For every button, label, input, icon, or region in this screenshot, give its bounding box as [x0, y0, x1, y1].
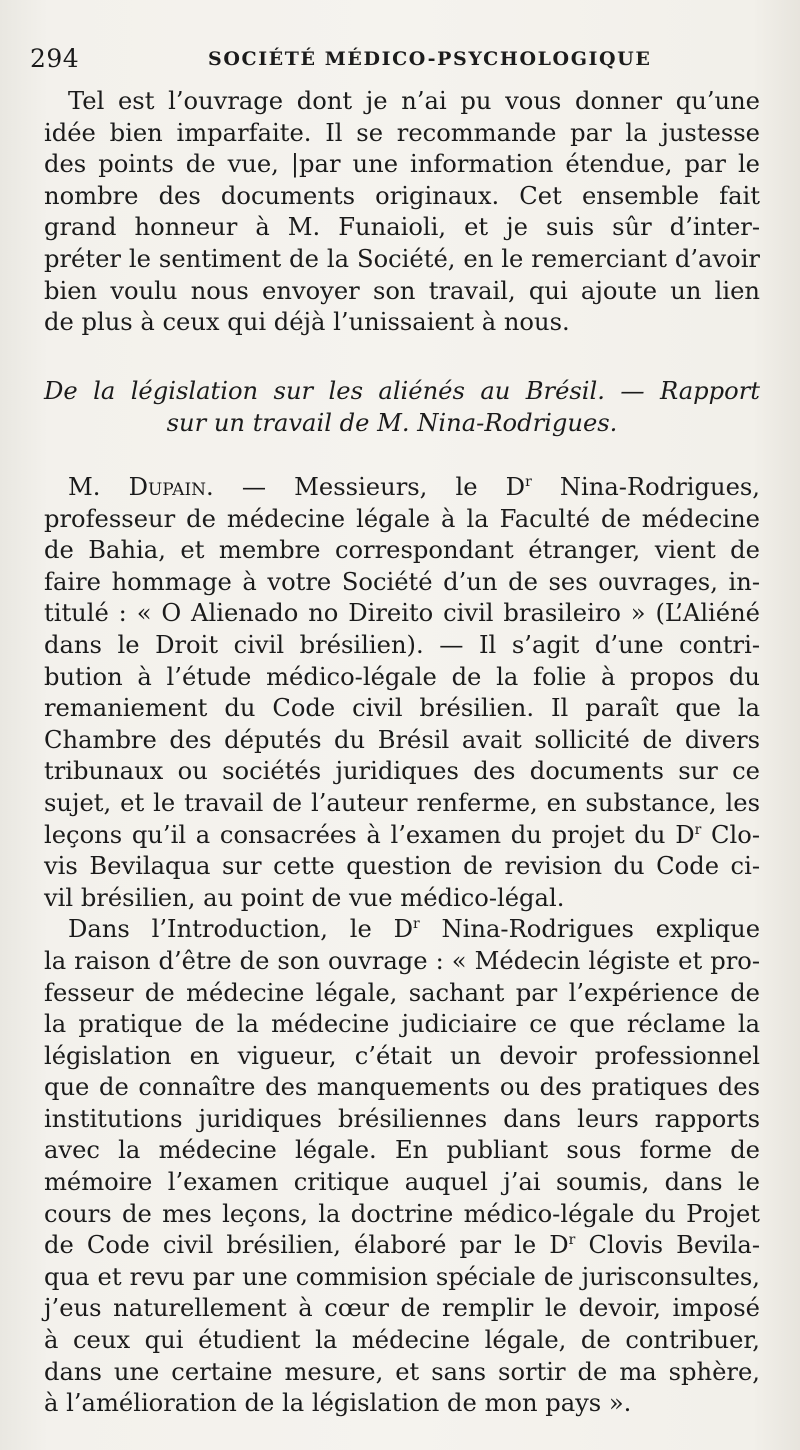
text-line: la pratique de la médecine judiciaire ce que réclame la	[44, 1010, 760, 1039]
text-line: j’eus naturellement à cœur de remplir le devoir, imposé	[44, 1294, 760, 1323]
text-line: vil brésilien, au point de vue médico-légal.	[44, 883, 565, 912]
text-line: des points de vue, |par une information étendue, par le	[44, 150, 760, 179]
text-line: préter le sentiment de la Société, en le remerciant d’avoir	[44, 244, 760, 273]
text-line	[44, 1230, 760, 1262]
text-fragment: . — Messieurs, le D	[206, 473, 526, 501]
text-line: la raison d’être de son ouvrage : « Médecin légiste et pro-	[44, 946, 760, 975]
text-fragment: Clovis Bevila-	[575, 1231, 760, 1260]
text-line	[44, 472, 760, 504]
text-line: professeur de médecine légale à la Faculté de médecine	[44, 504, 760, 533]
text-line: sujet, et le travail de l’auteur renferme, en substance, les	[44, 788, 760, 817]
paragraph-dupain	[44, 472, 760, 1420]
superscript: r	[412, 916, 420, 933]
superscript: r	[525, 473, 532, 490]
text-fragment: leçons qu’il a consacrées à l’examen du projet du D	[44, 820, 695, 849]
text-line: grand honneur à M. Funaioli, et je suis sûr d’inter-	[44, 213, 760, 242]
text-line: tribunaux ou sociétés juridiques des documents sur ce	[44, 757, 760, 786]
text-fragment: Nina-Rodrigues,	[531, 473, 760, 501]
text-line: Chambre des députés du Brésil avait sollicité de divers	[44, 725, 760, 754]
text-line	[44, 914, 760, 946]
text-line: bien voulu nous envoyer son travail, qui ajoute un lien	[44, 276, 760, 305]
page-header	[30, 42, 770, 76]
running-head: SOCIÉTÉ MÉDICO-PSYCHOLOGIQUE	[208, 48, 652, 70]
text-line: à l’amélioration de la législation de mon pays ».	[44, 1389, 632, 1418]
superscript: r	[568, 1232, 576, 1249]
text-line: remaniement du Code civil brésilien. Il paraît que la	[44, 694, 760, 723]
text-line: cours de mes leçons, la doctrine médico-légale du Projet	[44, 1199, 760, 1228]
text-line: qua et revu par une commision spéciale de jurisconsultes,	[44, 1262, 760, 1291]
text-line: idée bien imparfaite. Il se recommande par la justesse	[44, 118, 760, 147]
text-line: dans le Droit civil brésilien). — Il s’agit d’une contri-	[44, 630, 760, 659]
paragraph-funaioli	[44, 86, 760, 339]
text-line: bution à l’étude médico-légale de la folie à propos du	[44, 662, 760, 691]
text-line: avec la médecine légale. En publiant sous forme de	[44, 1136, 760, 1165]
text-line: à ceux qui étudient la médecine légale, de contribuer,	[44, 1326, 760, 1355]
text-line: mémoire l’examen critique auquel j’ai soumis, dans le	[44, 1168, 760, 1197]
text-line: faire hommage à votre Société d’un de ses ouvrages, in-	[44, 567, 760, 596]
text-line: législation en vigueur, c’était un devoir professionnel	[44, 1041, 760, 1070]
text-line: fesseur de médecine légale, sachant par l’expérience de	[44, 978, 760, 1007]
section-heading-line: De la législation sur les aliénés au Brésil. — Rapport	[44, 377, 760, 405]
text-fragment: Nina-Rodrigues explique	[419, 915, 761, 944]
text-line: dans une certaine mesure, et sans sortir de ma sphère,	[44, 1357, 760, 1386]
text-line: de Bahia, et membre correspondant étranger, vient de	[44, 536, 760, 565]
text-fragment: Dans l’Introduction, le D	[68, 915, 413, 944]
text-line: de plus à ceux qui déjà l’unissaient à nous.	[44, 308, 570, 337]
section-heading	[44, 376, 760, 439]
speaker-name: M. Dupain	[68, 473, 207, 501]
text-line	[44, 820, 760, 852]
text-fragment: Clo-	[701, 820, 761, 849]
text-line: Tel est l’ouvrage dont je n’ai pu vous donner qu’une	[68, 87, 760, 115]
section-heading-line: sur un travail de M. Nina-Rodrigues.	[166, 408, 618, 437]
page-number: 294	[30, 44, 80, 73]
superscript: r	[694, 821, 702, 838]
text-line: que de connaître des manquements ou des pratiques des	[44, 1073, 760, 1102]
text-line: titulé : « O Alienado no Direito civil brasileiro » (L’Aliéné	[44, 599, 760, 628]
text-line: institutions juridiques brésiliennes dans leurs rapports	[44, 1104, 760, 1133]
text-line: vis Bevilaqua sur cette question de revision du Code ci-	[44, 852, 760, 881]
text-line: nombre des documents originaux. Cet ensemble fait	[44, 181, 760, 210]
text-fragment: de Code civil brésilien, élaboré par le D	[44, 1231, 569, 1260]
